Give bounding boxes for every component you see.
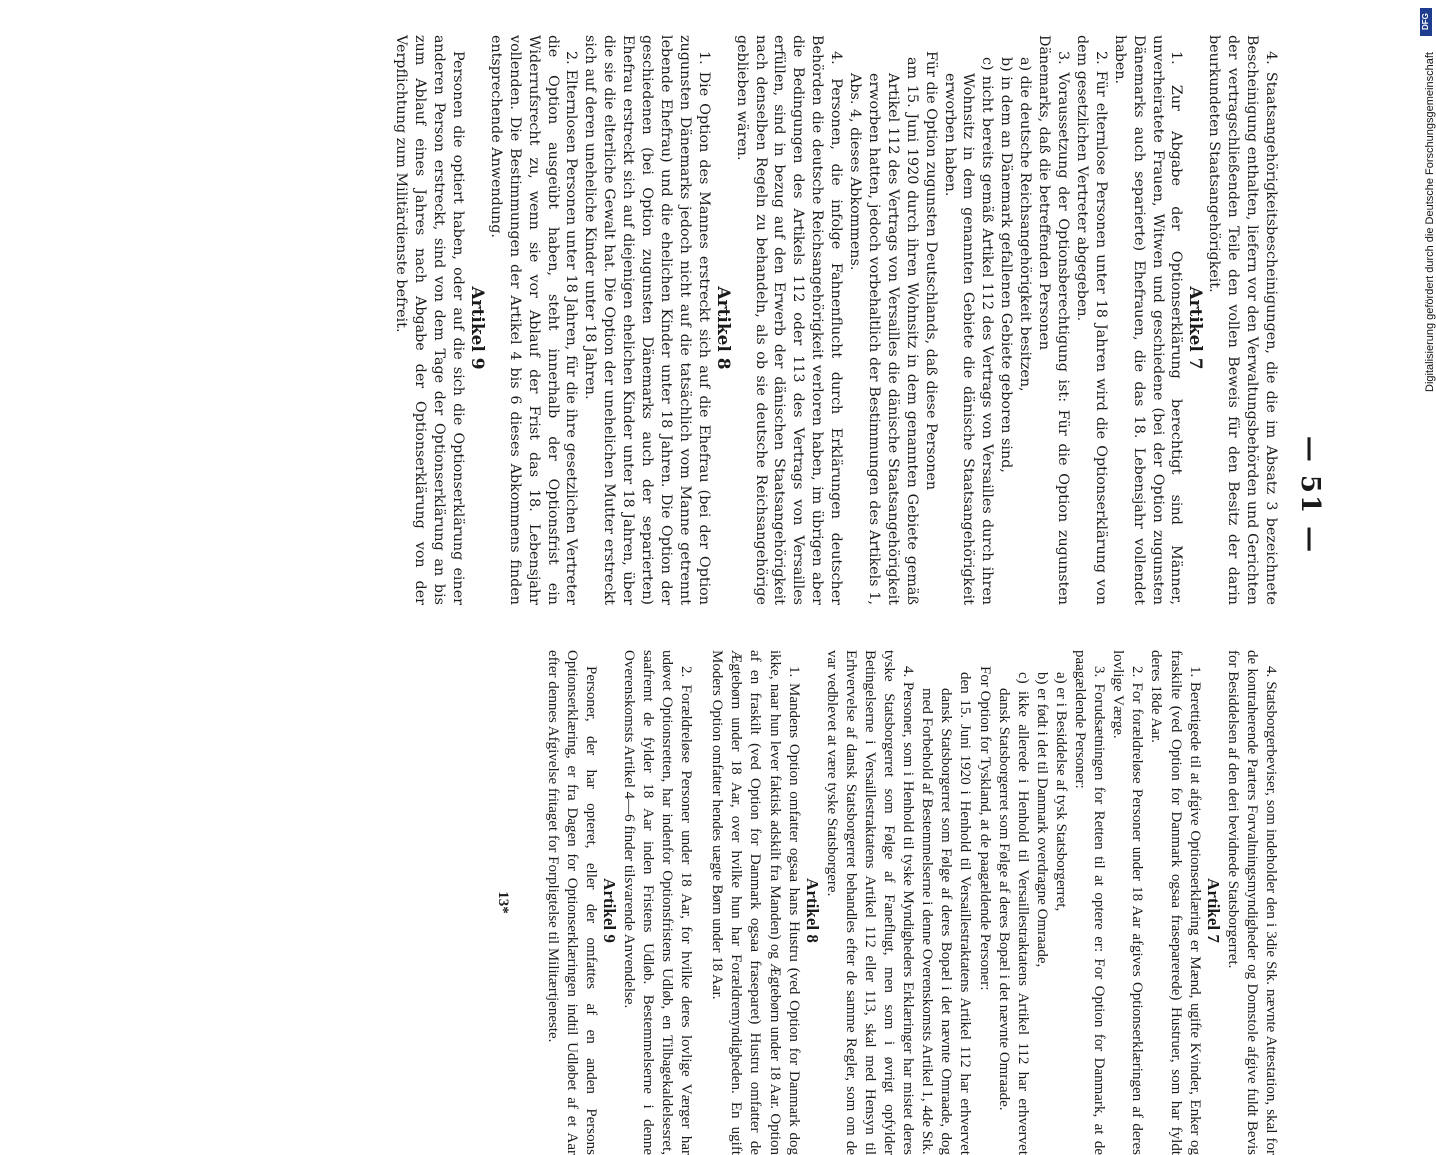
signature-mark: 13* [495, 891, 512, 914]
page-number: — 51 — [1295, 435, 1325, 555]
dfg-logo: DFG [1420, 8, 1432, 36]
digitization-credit: Digitalisierung gefördert durch die Deutsche Forschungsgemeinschaft [1424, 52, 1436, 392]
article-heading: Artikel 9 [599, 878, 619, 943]
paragraph: 4. Personer, som i Henhold til tyske Myndigheders Erklæringer har mistet deres tyske Statsborgerret som Følge af Faneflugt, men som i øvrigt opfylder Betingelserne i Versaillestraktatens Artikel 112 eller 113, skal med Hensyn til Erhvervelse af dansk Statsborgerret behandles efter de samme Regler, som om de var vedblevet at være tyske Statsborgere. [823, 650, 917, 1155]
list-item: b) in dem an Dänemark gefallenen Gebiete geboren sind, [998, 57, 1015, 473]
paragraph: 2. Forældreløse Personer under 18 Aar, for hvilke deres lovlige Værger har udøvet Optionsretten, har indenfor Optionsfristens Udløb, en Tilbagekaldelsesret, saafremt de fylder 18 Aar inden Fristens Udløb. Bestemmelserne i denne Overenskomsts Artikel 4—6 finder tilsvarende Anvendelse. [620, 650, 695, 1155]
paragraph: 2. Für elternlose Personen unter 18 Jahren wird die Optionserklärung von dem gesetzlichen Vertreter abgegeben. [1073, 35, 1109, 605]
list-item: a) die deutsche Reichsangehörigkeit besitzen, [1017, 57, 1034, 392]
paragraph: am 15. Juni 1920 durch ihren Wohnsitz in dem genannten Gebiete gemäß Artikel 112 des Vertrags von Versailles die dänische Staatsangehörigkeit erworben hatten, jedoch vorbehaltlich der Bestimmungen des Artikels 1, Abs. 4, dieses Abkommens. [847, 57, 920, 605]
paragraph: Personen die optiert haben, oder auf die sich die Optionserklärung einer anderen Person erstreckt, sind von dem Tage der Optionserklärung an bis zum Ablauf eines Jahres nach Abgabe der Optionserklärung von der Verpflichtung zum Militärdienste befreit. [393, 35, 467, 605]
article-heading: Artikel 8 [802, 878, 822, 943]
paragraph: 1. Mandens Option omfatter ogsaa hans Hustru (ved Option for Danmark dog ikke, naar hun lever faktisk adskilt fra Manden) og Ægtebørn under 18 Aar. Option af en fraskilt (ved Option for Danmark ogsaa fraseparet) Hustru omfatter de Ægtebørn under 18 Aar, over hvilke hun har Forældremyndigheden. En ugift Moders Option omfatter hendes uægte Børn under 18 Aar. [709, 650, 802, 1155]
document-page [95, 35, 1325, 1155]
article-heading: Artikel 8 [712, 286, 733, 370]
danish-column [493, 650, 1280, 1155]
paragraph: 1. Die Option des Mannes erstreckt sich auf die Ehefrau (bei der Option zugunsten Dänemarks jedoch nicht auf die tatsächlich vom Manne getrennt lebende Ehefrau) und die ehelichen Kinder unter 18 Jahren. Die Option der geschiedenen (bei Option zugunsten Dänemarks auch der separierten) Ehefrau erstreckt sich auf diejenigen ehelichen Kinder unter 18 Jahren, über die sie die elterliche Gewalt hat. Die Option der unehelichen Mutter erstreckt sich auf deren uneheliche Kinder unter 18 Jahren. [582, 35, 712, 605]
paragraph: Für die Option zugunsten Deutschlands, daß diese Personen [922, 51, 939, 491]
german-column [391, 35, 1280, 605]
paragraph: 2. For forældreløse Personer under 18 Aar afgives Optionserklæringen af deres lovlige Værge. [1110, 650, 1146, 1155]
paragraph: For Option for Tyskland, at de paagældende Personer: [976, 666, 993, 991]
list-item: a) er i Besiddelse af tysk Statsborgerret, [1052, 672, 1069, 912]
paragraph: 4. Statsborgerbeviser, som indeholder den i 3die Stk. nævnte Attestation, skal for de kontraherende Parters Forvaltningsmyndigheder og Domstole afgive fuldt Bevis for Besiddelsen af den deri bevidnede Statsborgerret. [1224, 650, 1279, 1155]
list-item: c) ikke allerede i Henhold til Versaillestraktatens Artikel 112 har erhvervet dansk Statsborgerret som Følge af deres Bopæl i det nævnte Omraade. [995, 672, 1031, 1155]
article-heading: Artikel 9 [466, 286, 487, 370]
article-heading: Artikel 7 [1185, 286, 1206, 370]
paragraph: 1. Berettigede til at afgive Optionserklæring er Mænd, ugifte Kvinder, Enker og fraskilte (ved Option for Danmark ogsaa fraseparerede) Hustruer, som har fyldt deres 18de Aar. [1148, 650, 1203, 1155]
paragraph: den 15. Juni 1920 i Henhold til Versaillestraktatens Artikel 112 har erhvervet dansk Statsborgerret som Følge af deres Bopæl i det nævnte Omraade, dog med Forbehold af Bestemmelserne i denne Overenskomsts Artikel 1, 4de Stk. [919, 672, 974, 1155]
paragraph: 3. Forudsætningen for Retten til at optere er: For Option for Danmark, at de paagældende Personer: [1072, 650, 1108, 1155]
list-item: c) nicht bereits gemäß Artikel 112 des Vertrags von Versailles durch ihren Wohnsitz in dem genannten Gebiete die dänische Staatsangehörigkeit erworben haben. [941, 57, 996, 605]
paragraph: 3. Voraussetzung der Optionsberechtigung ist: Für die Option zugunsten Dänemarks, daß die betreffenden Personen [1036, 35, 1072, 605]
paragraph: 4. Personen, die infolge Fahnenflucht durch Erklärungen deutscher Behörden die deutsche Reichsangehörigkeit verloren haben, im übrigen aber die Bedingungen des Artikels 112 oder 113 des Vertrags von Versailles erfüllen, sind in bezug auf den Erwerb der dänischen Staatsangehörigkeit nach denselben Regeln zu behandeln, als ob sie deutsche Reichsangehörige geblieben wären. [733, 35, 845, 605]
article-heading: Artikel 7 [1203, 878, 1223, 943]
paragraph: 4. Staatsangehörigkeitsbescheinigungen, die die im Absatz 3 bezeichnete Bescheinigung enthalten, liefern vor den Verwaltungsbehörden und Gerichten der vertragschließenden Teile den vollen Beweis für den Besitz der darin beurkundeten Staatsangehörigkeit. [1206, 35, 1279, 605]
paragraph: 2. Elternlosen Personen unter 18 Jahren, für die ihre gesetzlichen Vertreter die Option ausgeübt haben, steht innerhalb der Optionsfrist ein Widerrufsrecht zu, wenn sie vor Ablauf der Frist das 18. Lebensjahr vollenden. Die Bestimmungen der Artikel 4 bis 6 dieses Abkommens finden entsprechende Anwendung. [487, 35, 580, 605]
paragraph: 1. Zur Abgabe der Optionserklärung berechtigt sind Männer, unverheiratete Frauen, Witwen und geschiedene (bei der Option zugunsten Dänemarks auch separierte) Ehefrauen, die das 18. Lebensjahr vollendet haben. [1111, 35, 1185, 605]
list-item: b) er født i det til Danmark overdragne Omraade, [1033, 672, 1050, 968]
paragraph: Personer, der har opteret, eller der omfattes af en anden Persons Optionserklæring, er fra Dagen for Optionserklæringen indtil Udløbet af et Aar efter dennes Afgivelse fritaget for Forpligtelse til Militærtjeneste. [544, 650, 599, 1155]
